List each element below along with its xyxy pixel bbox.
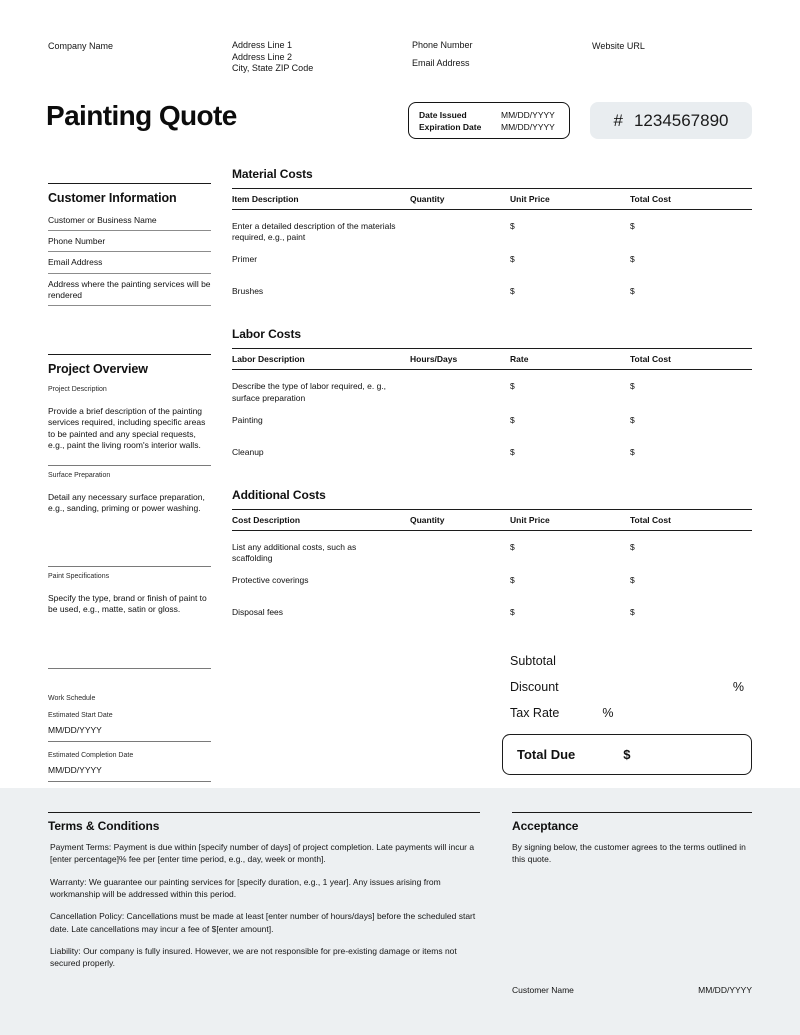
customer-phone-field[interactable]: Phone Number (48, 236, 211, 252)
terms-heading: Terms & Conditions (48, 819, 160, 833)
column-header: Unit Price (510, 514, 550, 525)
table-header (232, 188, 752, 210)
labor-costs-section (232, 327, 752, 467)
table-row (232, 370, 752, 403)
total-cost-cell[interactable]: $ (630, 446, 635, 457)
column-header: Total Cost (630, 354, 671, 365)
divider (48, 183, 211, 184)
company-contact[interactable] (412, 40, 473, 69)
project-description-label: Project Description (48, 386, 107, 394)
paint-specifications-section (48, 573, 211, 669)
customer-information-heading: Customer Information (48, 191, 177, 205)
unit-price-cell[interactable]: $ (510, 254, 515, 265)
expiration-date-label: Expiration Date (419, 121, 482, 132)
address-line-1[interactable]: Address Line 1 (232, 40, 293, 50)
terms-paragraph-payment: Payment Terms: Payment is due within [specify number of days] of project completion. Late payments will incur a [enter percentage]% fee per [enter time period, e.g., day, week or month]. (50, 842, 475, 865)
summary-block (502, 648, 752, 775)
column-header: Total Cost (630, 514, 671, 525)
labor-description-cell[interactable]: Describe the type of labor required, e. g., surface preparation (232, 381, 387, 403)
surface-preparation-label: Surface Preparation (48, 472, 111, 480)
table-row (232, 564, 752, 596)
cost-description-cell[interactable]: Protective coverings (232, 575, 309, 586)
quote-number-value[interactable]: 1234567890 (633, 110, 729, 130)
tax-rate-label: Tax Rate (510, 706, 560, 721)
table-row (232, 243, 752, 275)
rate-cell[interactable]: $ (510, 381, 515, 392)
work-schedule-label: Work Schedule (48, 695, 96, 703)
table-row (232, 436, 752, 468)
column-header: Unit Price (510, 194, 550, 204)
table-row (232, 275, 752, 307)
left-column (48, 183, 211, 782)
material-costs-section (232, 167, 752, 307)
unit-price-cell[interactable]: $ (510, 575, 515, 586)
acceptance-text: By signing below, the customer agrees to the terms outlined in this quote. (512, 842, 746, 865)
right-column (232, 167, 752, 775)
subtotal-label: Subtotal (510, 654, 556, 669)
unit-price-cell[interactable]: $ (510, 286, 515, 297)
labor-costs-title: Labor Costs (232, 327, 301, 342)
surface-preparation-text[interactable]: Detail any necessary surface preparation, e.g., sanding, priming or power washing. (48, 492, 205, 514)
unit-price-cell[interactable]: $ (510, 607, 515, 618)
estimated-completion-date-value[interactable]: MM/DD/YYYY (48, 765, 211, 782)
total-cost-cell[interactable]: $ (630, 381, 635, 392)
column-header: Item Description (232, 194, 299, 204)
tax-rate-percent[interactable]: % (602, 706, 614, 721)
quote-number-badge[interactable] (590, 102, 752, 139)
customer-name-field[interactable]: Customer or Business Name (48, 215, 211, 231)
customer-address-field[interactable]: Address where the painting services will be rendered (48, 279, 211, 306)
cost-description-cell[interactable]: Disposal fees (232, 607, 284, 618)
discount-row (502, 674, 752, 700)
column-header: Rate (510, 354, 529, 365)
expiration-date-row (419, 122, 559, 132)
terms-paragraph-warranty: Warranty: We guarantee our painting services for [specify duration, e.g., 1 year]. Any issues arising from workmanship will be addressed within this period. (50, 876, 441, 899)
additional-costs-title: Additional Costs (232, 487, 326, 502)
subtotal-row (502, 648, 752, 674)
estimated-start-date-value[interactable]: MM/DD/YYYY (48, 725, 211, 742)
paint-specifications-label: Paint Specifications (48, 573, 110, 581)
signature-row (512, 985, 752, 995)
discount-percent[interactable]: % (732, 680, 744, 695)
date-issued-value[interactable]: MM/DD/YYYY (501, 109, 555, 120)
estimated-start-date-label: Estimated Start Date (48, 712, 113, 720)
customer-email-field[interactable]: Email Address (48, 257, 211, 273)
rate-cell[interactable]: $ (510, 446, 515, 457)
unit-price-cell[interactable]: $ (510, 541, 515, 552)
work-schedule-block (48, 695, 211, 782)
project-overview-block (48, 354, 211, 782)
total-cost-cell[interactable]: $ (630, 607, 635, 618)
estimated-completion-date-label: Estimated Completion Date (48, 752, 134, 760)
number-sign: # (613, 110, 623, 130)
company-address[interactable] (232, 40, 313, 75)
material-costs-title: Material Costs (232, 167, 313, 181)
item-description-cell[interactable]: Primer (232, 254, 258, 265)
item-description-cell[interactable]: Enter a detailed description of the materials required, e.g., paint (232, 221, 396, 243)
divider (48, 354, 211, 355)
labor-description-cell[interactable]: Cleanup (232, 446, 264, 457)
address-line-2[interactable]: Address Line 2 (232, 51, 293, 62)
labor-description-cell[interactable]: Painting (232, 414, 263, 425)
column-header: Cost Description (232, 514, 301, 525)
company-phone[interactable]: Phone Number (412, 40, 473, 50)
table-row (232, 531, 752, 564)
signature-date[interactable]: MM/DD/YYYY (698, 985, 752, 995)
footer-band (0, 788, 800, 1035)
table-row (232, 596, 752, 628)
total-due-amount[interactable]: $ (623, 747, 631, 763)
expiration-date-value[interactable]: MM/DD/YYYY (501, 121, 555, 132)
total-cost-cell[interactable]: $ (630, 254, 635, 265)
total-cost-cell[interactable]: $ (630, 221, 635, 231)
project-description-section (48, 386, 211, 466)
page-title: Painting Quote (46, 100, 237, 131)
table-header (232, 348, 752, 370)
discount-label: Discount (510, 680, 559, 695)
customer-name-signature[interactable]: Customer Name (512, 985, 574, 995)
total-cost-cell[interactable]: $ (630, 414, 635, 425)
terms-and-conditions-block (48, 812, 480, 980)
column-header: Quantity (410, 514, 445, 525)
table-row (232, 404, 752, 436)
column-header: Labor Description (232, 354, 305, 365)
divider (512, 812, 752, 813)
acceptance-block (512, 812, 752, 866)
column-header: Hours/Days (410, 354, 458, 365)
total-due-label: Total Due (517, 747, 576, 763)
address-line-3[interactable]: City, State ZIP Code (232, 63, 314, 74)
company-name[interactable]: Company Name (48, 41, 114, 51)
terms-paragraph-liability: Liability: Our company is fully insured. However, we are not responsible for pre-existing damage or items not secured properly. (50, 945, 457, 969)
cost-description-cell[interactable]: List any additional costs, such as scaffolding (232, 541, 357, 564)
total-due-box (502, 734, 752, 775)
acceptance-heading: Acceptance (512, 819, 579, 833)
unit-price-cell[interactable]: $ (510, 221, 515, 231)
company-website[interactable]: Website URL (592, 41, 645, 51)
total-cost-cell[interactable]: $ (630, 286, 635, 297)
paint-specifications-text[interactable]: Specify the type, brand or finish of paint to be used, e.g., matte, satin or gloss. (48, 593, 207, 615)
additional-costs-section (232, 488, 752, 628)
total-cost-cell[interactable]: $ (630, 541, 635, 552)
terms-paragraph-cancellation: Cancellation Policy: Cancellations must be made at least [enter number of hours/days] before the scheduled start date. Late cancellations may incur a fee of $[enter amount]. (50, 911, 476, 934)
project-description-text[interactable]: Provide a brief description of the painting services required, including specific areas to be painted and any special requests, e.g., paint the living room's interior walls. (48, 406, 206, 450)
column-header: Quantity (410, 194, 445, 204)
surface-preparation-section (48, 472, 211, 567)
table-row (232, 210, 752, 243)
date-issued-row (419, 110, 559, 120)
table-header (232, 509, 752, 531)
rate-cell[interactable]: $ (510, 414, 515, 425)
tax-rate-row (502, 700, 752, 726)
column-header: Total Cost (630, 194, 671, 204)
project-overview-heading: Project Overview (48, 362, 148, 377)
company-email[interactable]: Email Address (412, 57, 470, 68)
divider (48, 812, 480, 813)
total-cost-cell[interactable]: $ (630, 575, 635, 586)
quote-dates-box (408, 102, 570, 139)
item-description-cell[interactable]: Brushes (232, 286, 264, 297)
date-issued-label: Date Issued (419, 109, 467, 120)
